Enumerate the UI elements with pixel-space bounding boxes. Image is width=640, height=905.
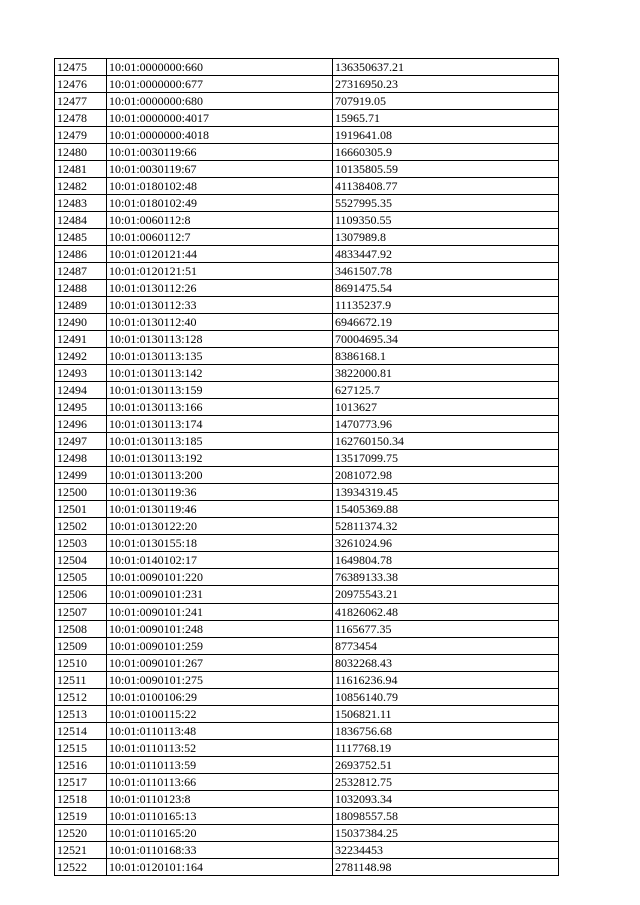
cadastral-number-cell: 10:01:0130113:192 — [107, 450, 333, 467]
value-cell: 11135237.9 — [333, 297, 559, 314]
table-row — [55, 654, 559, 671]
value-cell: 3461507.78 — [333, 263, 559, 280]
row-number-cell: 12515 — [55, 739, 107, 756]
table-row — [55, 76, 559, 93]
row-number-cell: 12508 — [55, 620, 107, 637]
cadastral-number-cell: 10:01:0090101:231 — [107, 586, 333, 603]
row-number-cell: 12510 — [55, 654, 107, 671]
row-number-cell: 12500 — [55, 484, 107, 501]
row-number-cell: 12480 — [55, 144, 107, 161]
table-row — [55, 569, 559, 586]
cadastral-number-cell: 10:01:0110165:20 — [107, 824, 333, 841]
value-cell: 41826062.48 — [333, 603, 559, 620]
cadastral-number-cell: 10:01:0090101:248 — [107, 620, 333, 637]
row-number-cell: 12505 — [55, 569, 107, 586]
cadastral-number-cell: 10:01:0110123:8 — [107, 790, 333, 807]
table-row — [55, 280, 559, 297]
table-row — [55, 144, 559, 161]
value-cell: 8773454 — [333, 637, 559, 654]
value-cell: 2532812.75 — [333, 773, 559, 790]
value-cell: 1836756.68 — [333, 722, 559, 739]
table-row — [55, 739, 559, 756]
value-cell: 20975543.21 — [333, 586, 559, 603]
row-number-cell: 12476 — [55, 76, 107, 93]
value-cell: 136350637.21 — [333, 59, 559, 76]
cadastral-number-cell: 10:01:0130112:33 — [107, 297, 333, 314]
value-cell: 13517099.75 — [333, 450, 559, 467]
cadastral-number-cell: 10:01:0090101:267 — [107, 654, 333, 671]
value-cell: 2081072.98 — [333, 467, 559, 484]
value-cell: 41138408.77 — [333, 178, 559, 195]
cadastral-number-cell: 10:01:0130113:166 — [107, 399, 333, 416]
cadastral-number-cell: 10:01:0100115:22 — [107, 705, 333, 722]
cadastral-number-cell: 10:01:0120121:51 — [107, 263, 333, 280]
table-row — [55, 416, 559, 433]
table-row — [55, 722, 559, 739]
value-cell: 1649804.78 — [333, 552, 559, 569]
value-cell: 13934319.45 — [333, 484, 559, 501]
cadastral-number-cell: 10:01:0120101:164 — [107, 858, 333, 875]
cadastral-number-cell: 10:01:0130113:200 — [107, 467, 333, 484]
cadastral-number-cell: 10:01:0180102:48 — [107, 178, 333, 195]
table-row — [55, 773, 559, 790]
table-row — [55, 195, 559, 212]
value-cell: 18098557.58 — [333, 807, 559, 824]
row-number-cell: 12522 — [55, 858, 107, 875]
row-number-cell: 12492 — [55, 348, 107, 365]
row-number-cell: 12485 — [55, 229, 107, 246]
table-row — [55, 756, 559, 773]
table-row — [55, 858, 559, 875]
table-row — [55, 246, 559, 263]
cadastral-number-cell: 10:01:0180102:49 — [107, 195, 333, 212]
cadastral-number-cell: 10:01:0130155:18 — [107, 535, 333, 552]
table-row — [55, 637, 559, 654]
row-number-cell: 12478 — [55, 110, 107, 127]
value-cell: 707919.05 — [333, 93, 559, 110]
cadastral-number-cell: 10:01:0110165:13 — [107, 807, 333, 824]
table-row — [55, 467, 559, 484]
row-number-cell: 12511 — [55, 671, 107, 688]
row-number-cell: 12477 — [55, 93, 107, 110]
table-row — [55, 127, 559, 144]
table-row — [55, 161, 559, 178]
table-row — [55, 841, 559, 858]
row-number-cell: 12498 — [55, 450, 107, 467]
value-cell: 1165677.35 — [333, 620, 559, 637]
cadastral-number-cell: 10:01:0130113:174 — [107, 416, 333, 433]
row-number-cell: 12512 — [55, 688, 107, 705]
cadastral-number-cell: 10:01:0090101:259 — [107, 637, 333, 654]
row-number-cell: 12482 — [55, 178, 107, 195]
table-row — [55, 450, 559, 467]
table-row — [55, 178, 559, 195]
row-number-cell: 12487 — [55, 263, 107, 280]
value-cell: 8032268.43 — [333, 654, 559, 671]
row-number-cell: 12520 — [55, 824, 107, 841]
value-cell: 4833447.92 — [333, 246, 559, 263]
value-cell: 1109350.55 — [333, 212, 559, 229]
value-cell: 2781148.98 — [333, 858, 559, 875]
value-cell: 15965.71 — [333, 110, 559, 127]
cadastral-number-cell: 10:01:0110113:52 — [107, 739, 333, 756]
row-number-cell: 12514 — [55, 722, 107, 739]
value-cell: 16660305.9 — [333, 144, 559, 161]
row-number-cell: 12499 — [55, 467, 107, 484]
cadastral-value-table — [54, 58, 559, 876]
row-number-cell: 12488 — [55, 280, 107, 297]
value-cell: 76389133.38 — [333, 569, 559, 586]
cadastral-number-cell: 10:01:0090101:220 — [107, 569, 333, 586]
cadastral-number-cell: 10:01:0130113:128 — [107, 331, 333, 348]
cadastral-number-cell: 10:01:0090101:241 — [107, 603, 333, 620]
cadastral-number-cell: 10:01:0130113:185 — [107, 433, 333, 450]
table-row — [55, 824, 559, 841]
cadastral-number-cell: 10:01:0030119:66 — [107, 144, 333, 161]
value-cell: 15405369.88 — [333, 501, 559, 518]
table-row — [55, 501, 559, 518]
value-cell: 5527995.35 — [333, 195, 559, 212]
table-row — [55, 484, 559, 501]
cadastral-number-cell: 10:01:0130113:159 — [107, 382, 333, 399]
value-cell: 1470773.96 — [333, 416, 559, 433]
value-cell: 70004695.34 — [333, 331, 559, 348]
table-row — [55, 399, 559, 416]
value-cell: 2693752.51 — [333, 756, 559, 773]
cadastral-number-cell: 10:01:0130122:20 — [107, 518, 333, 535]
row-number-cell: 12490 — [55, 314, 107, 331]
row-number-cell: 12479 — [55, 127, 107, 144]
row-number-cell: 12475 — [55, 59, 107, 76]
cadastral-number-cell: 10:01:0110113:66 — [107, 773, 333, 790]
cadastral-number-cell: 10:01:0060112:7 — [107, 229, 333, 246]
row-number-cell: 12494 — [55, 382, 107, 399]
row-number-cell: 12491 — [55, 331, 107, 348]
table-row — [55, 552, 559, 569]
table-row — [55, 331, 559, 348]
cadastral-number-cell: 10:01:0130112:26 — [107, 280, 333, 297]
row-number-cell: 12509 — [55, 637, 107, 654]
row-number-cell: 12521 — [55, 841, 107, 858]
cadastral-number-cell: 10:01:0120121:44 — [107, 246, 333, 263]
value-cell: 3261024.96 — [333, 535, 559, 552]
table-row — [55, 110, 559, 127]
cadastral-number-cell: 10:01:0000000:677 — [107, 76, 333, 93]
table-row — [55, 382, 559, 399]
cadastral-number-cell: 10:01:0130113:142 — [107, 365, 333, 382]
value-cell: 6946672.19 — [333, 314, 559, 331]
row-number-cell: 12519 — [55, 807, 107, 824]
cadastral-number-cell: 10:01:0060112:8 — [107, 212, 333, 229]
row-number-cell: 12513 — [55, 705, 107, 722]
row-number-cell: 12489 — [55, 297, 107, 314]
table-row — [55, 603, 559, 620]
cadastral-number-cell: 10:01:0130113:135 — [107, 348, 333, 365]
value-cell: 1919641.08 — [333, 127, 559, 144]
row-number-cell: 12497 — [55, 433, 107, 450]
value-cell: 1032093.34 — [333, 790, 559, 807]
value-cell: 8691475.54 — [333, 280, 559, 297]
cadastral-number-cell: 10:01:0130119:36 — [107, 484, 333, 501]
table-row — [55, 263, 559, 280]
table-row — [55, 535, 559, 552]
table-row — [55, 348, 559, 365]
row-number-cell: 12506 — [55, 586, 107, 603]
table-row — [55, 212, 559, 229]
value-cell: 1307989.8 — [333, 229, 559, 246]
cadastral-number-cell: 10:01:0000000:4017 — [107, 110, 333, 127]
value-cell: 162760150.34 — [333, 433, 559, 450]
value-cell: 627125.7 — [333, 382, 559, 399]
value-cell: 3822000.81 — [333, 365, 559, 382]
table-row — [55, 671, 559, 688]
value-cell: 32234453 — [333, 841, 559, 858]
cadastral-number-cell: 10:01:0000000:680 — [107, 93, 333, 110]
cadastral-number-cell: 10:01:0130112:40 — [107, 314, 333, 331]
cadastral-number-cell: 10:01:0030119:67 — [107, 161, 333, 178]
value-cell: 27316950.23 — [333, 76, 559, 93]
value-cell: 11616236.94 — [333, 671, 559, 688]
table-row — [55, 790, 559, 807]
row-number-cell: 12493 — [55, 365, 107, 382]
table-row — [55, 807, 559, 824]
value-cell: 52811374.32 — [333, 518, 559, 535]
cadastral-number-cell: 10:01:0110113:48 — [107, 722, 333, 739]
cadastral-number-cell: 10:01:0130119:46 — [107, 501, 333, 518]
table-row — [55, 518, 559, 535]
cadastral-number-cell: 10:01:0100106:29 — [107, 688, 333, 705]
table-row — [55, 620, 559, 637]
row-number-cell: 12503 — [55, 535, 107, 552]
cadastral-number-cell: 10:01:0000000:660 — [107, 59, 333, 76]
row-number-cell: 12483 — [55, 195, 107, 212]
document-page — [54, 58, 559, 876]
table-row — [55, 705, 559, 722]
row-number-cell: 12486 — [55, 246, 107, 263]
row-number-cell: 12496 — [55, 416, 107, 433]
row-number-cell: 12507 — [55, 603, 107, 620]
row-number-cell: 12501 — [55, 501, 107, 518]
table-row — [55, 314, 559, 331]
value-cell: 15037384.25 — [333, 824, 559, 841]
cadastral-number-cell: 10:01:0090101:275 — [107, 671, 333, 688]
cadastral-number-cell: 10:01:0110168:33 — [107, 841, 333, 858]
value-cell: 10135805.59 — [333, 161, 559, 178]
cadastral-number-cell: 10:01:0000000:4018 — [107, 127, 333, 144]
table-row — [55, 229, 559, 246]
cadastral-number-cell: 10:01:0110113:59 — [107, 756, 333, 773]
value-cell: 10856140.79 — [333, 688, 559, 705]
table-body — [55, 59, 559, 876]
table-row — [55, 433, 559, 450]
value-cell: 1013627 — [333, 399, 559, 416]
row-number-cell: 12504 — [55, 552, 107, 569]
value-cell: 1506821.11 — [333, 705, 559, 722]
value-cell: 1117768.19 — [333, 739, 559, 756]
row-number-cell: 12516 — [55, 756, 107, 773]
table-row — [55, 297, 559, 314]
table-row — [55, 688, 559, 705]
table-row — [55, 93, 559, 110]
value-cell: 8386168.1 — [333, 348, 559, 365]
row-number-cell: 12484 — [55, 212, 107, 229]
table-row — [55, 365, 559, 382]
table-row — [55, 586, 559, 603]
row-number-cell: 12517 — [55, 773, 107, 790]
row-number-cell: 12518 — [55, 790, 107, 807]
cadastral-number-cell: 10:01:0140102:17 — [107, 552, 333, 569]
table-row — [55, 59, 559, 76]
row-number-cell: 12495 — [55, 399, 107, 416]
row-number-cell: 12502 — [55, 518, 107, 535]
row-number-cell: 12481 — [55, 161, 107, 178]
